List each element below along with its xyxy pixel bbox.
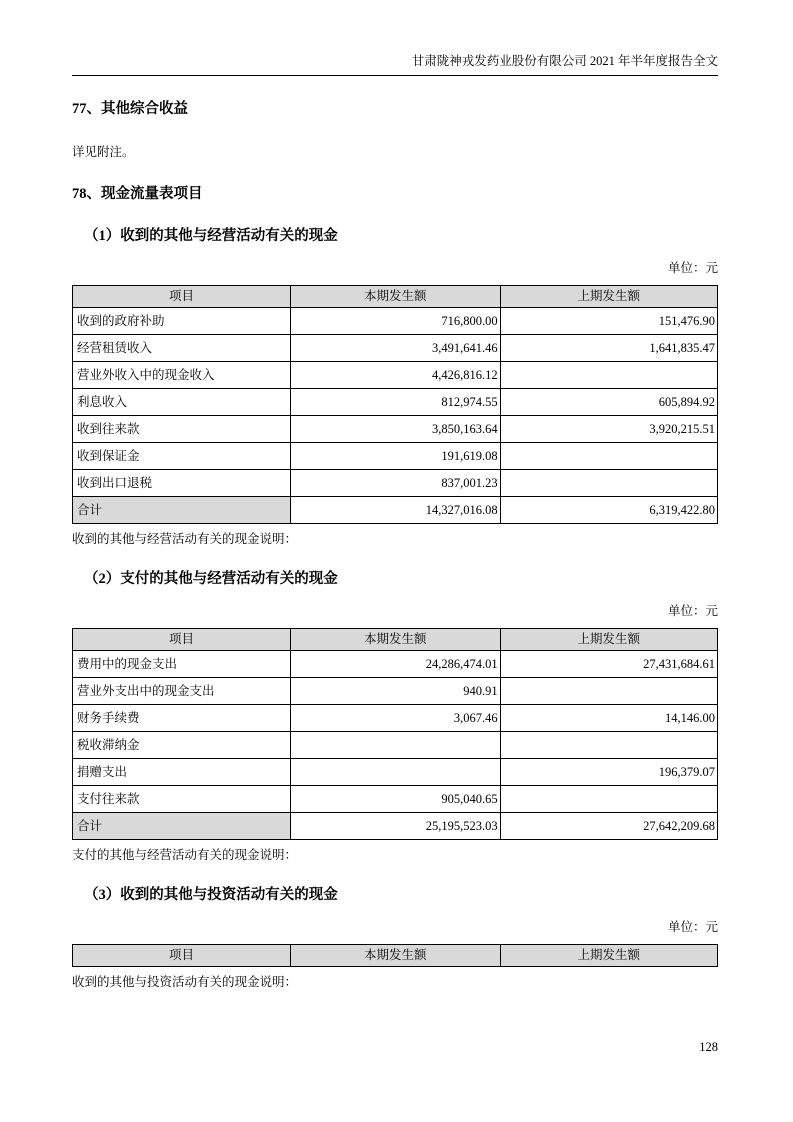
document-title: 甘肃陇神戎发药业股份有限公司 2021 年半年度报告全文 (411, 54, 718, 68)
amount-cell (500, 362, 717, 389)
table-head (73, 629, 718, 651)
amount-cell: 25,195,523.03 (291, 813, 501, 840)
subsection-3-heading: （3）收到的其他与投资活动有关的现金 (84, 887, 338, 903)
item-cell: 合计 (73, 813, 291, 840)
amount-cell: 3,491,641.46 (291, 335, 501, 362)
amount-cell: 4,426,816.12 (291, 362, 501, 389)
subsection-1 (72, 228, 718, 547)
item-cell: 收到出口退税 (73, 470, 291, 497)
item-cell: 利息收入 (73, 389, 291, 416)
amount-cell: 3,850,163.64 (291, 416, 501, 443)
column-header: 项目 (73, 629, 291, 651)
item-cell: 合计 (73, 497, 291, 524)
amount-cell (291, 732, 501, 759)
column-header: 项目 (73, 286, 291, 308)
section-78-heading: 78、现金流量表项目 (72, 186, 203, 202)
column-header: 项目 (73, 945, 291, 967)
item-cell: 收到保证金 (73, 443, 291, 470)
amount-cell (500, 732, 717, 759)
cash-received-operating-table (72, 285, 718, 524)
amount-cell: 812,974.55 (291, 389, 501, 416)
section-77-body: 详见附注。 (72, 145, 135, 159)
amount-cell: 940.91 (291, 678, 501, 705)
subsection-2-heading: （2）支付的其他与经营活动有关的现金 (84, 571, 338, 587)
column-header: 本期发生额 (291, 629, 501, 651)
amount-cell (291, 759, 501, 786)
column-header: 本期发生额 (291, 286, 501, 308)
amount-cell: 905,040.65 (291, 786, 501, 813)
table-row (73, 416, 718, 443)
table-row (73, 651, 718, 678)
cash-paid-operating-table (72, 628, 718, 840)
table-row (73, 389, 718, 416)
subsection-3-note: 收到的其他与投资活动有关的现金说明： (72, 975, 298, 989)
amount-cell: 191,619.08 (291, 443, 501, 470)
item-cell: 财务手续费 (73, 705, 291, 732)
amount-cell: 3,920,215.51 (500, 416, 717, 443)
table-row (73, 678, 718, 705)
table-row (73, 497, 718, 524)
item-cell: 捐赠支出 (73, 759, 291, 786)
item-cell: 费用中的现金支出 (73, 651, 291, 678)
table-row (73, 705, 718, 732)
item-cell: 收到往来款 (73, 416, 291, 443)
amount-cell: 14,146.00 (500, 705, 717, 732)
subsection-2 (72, 571, 718, 863)
amount-cell: 14,327,016.08 (291, 497, 501, 524)
table-header-row (73, 629, 718, 651)
column-header: 本期发生额 (291, 945, 501, 967)
table-row (73, 362, 718, 389)
item-cell: 营业外支出中的现金支出 (73, 678, 291, 705)
unit-label: 单位：元 (667, 604, 718, 618)
item-cell: 营业外收入中的现金收入 (73, 362, 291, 389)
amount-cell: 196,379.07 (500, 759, 717, 786)
subsection-2-note: 支付的其他与经营活动有关的现金说明： (72, 848, 298, 862)
table-row (73, 786, 718, 813)
table-row (73, 308, 718, 335)
table-row (73, 759, 718, 786)
amount-cell (500, 470, 717, 497)
unit-label: 单位：元 (667, 920, 718, 934)
amount-cell: 24,286,474.01 (291, 651, 501, 678)
document-header (72, 0, 718, 76)
table-row (73, 335, 718, 362)
item-cell: 支付往来款 (73, 786, 291, 813)
column-header: 上期发生额 (500, 629, 717, 651)
amount-cell: 605,894.92 (500, 389, 717, 416)
amount-cell (500, 443, 717, 470)
table-row (73, 813, 718, 840)
cash-received-investing-table (72, 944, 718, 967)
section-77-heading: 77、其他综合收益 (72, 101, 188, 117)
table-header-row (73, 286, 718, 308)
page-number: 128 (699, 1040, 718, 1054)
amount-cell: 1,641,835.47 (500, 335, 717, 362)
table-header-row (73, 945, 718, 967)
amount-cell (500, 678, 717, 705)
amount-cell: 837,001.23 (291, 470, 501, 497)
column-header: 上期发生额 (500, 286, 717, 308)
item-cell: 税收滞纳金 (73, 732, 291, 759)
amount-cell: 27,431,684.61 (500, 651, 717, 678)
table-body (73, 651, 718, 840)
subsection-1-heading: （1）收到的其他与经营活动有关的现金 (84, 228, 338, 244)
amount-cell: 716,800.00 (291, 308, 501, 335)
table-row (73, 470, 718, 497)
table-row (73, 443, 718, 470)
table-head (73, 945, 718, 967)
unit-label: 单位：元 (667, 261, 718, 275)
table-row (73, 732, 718, 759)
amount-cell: 27,642,209.68 (500, 813, 717, 840)
amount-cell: 3,067.46 (291, 705, 501, 732)
item-cell: 收到的政府补助 (73, 308, 291, 335)
column-header: 上期发生额 (500, 945, 717, 967)
amount-cell: 6,319,422.80 (500, 497, 717, 524)
table-body (73, 308, 718, 524)
table-head (73, 286, 718, 308)
amount-cell: 151,476.90 (500, 308, 717, 335)
amount-cell (500, 786, 717, 813)
item-cell: 经营租赁收入 (73, 335, 291, 362)
subsection-1-note: 收到的其他与经营活动有关的现金说明： (72, 532, 298, 546)
subsection-3 (72, 887, 718, 990)
